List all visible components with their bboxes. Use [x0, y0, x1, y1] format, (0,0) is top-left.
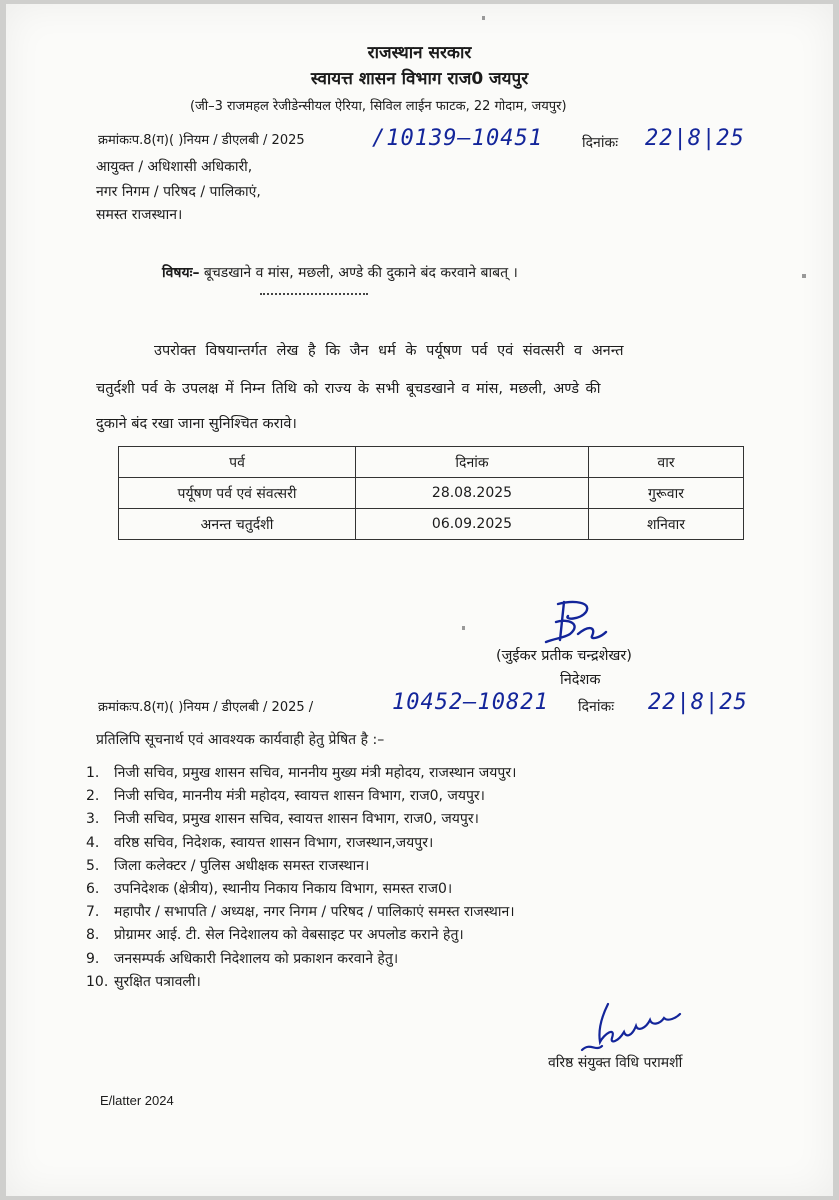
- list-text: निजी सचिव, प्रमुख शासन सचिव, स्वायत्त शासन विभाग, राज0, जयपुर।: [114, 811, 479, 828]
- table-header: पर्व: [119, 447, 356, 478]
- subject-text: बूचडखाने व मांस, मछली, अण्डे की दुकाने बंद करवाने बाबत् ।: [203, 265, 518, 281]
- list-number: 2.: [86, 788, 100, 805]
- list-item: [86, 925, 516, 948]
- table-header: वार: [589, 447, 744, 478]
- handwritten-dispatch-number-2: 10452–10821: [392, 690, 549, 715]
- body-paragraph-line: उपरोक्त विषयान्तर्गत लेख है कि जैन धर्म के पर्यूषण पर्व एवं संवत्सरी व अनन्त: [154, 343, 624, 359]
- list-text: जनसम्पर्क अधिकारी निदेशालय को प्रकाशन करवाने हेतु।: [114, 950, 399, 967]
- table-cell: अनन्त चतुर्दशी: [119, 509, 356, 540]
- list-text: निजी सचिव, माननीय मंत्री महोदय, स्वायत्त शासन विभाग, राज0, जयपुर।: [114, 788, 485, 805]
- table-cell: गुरूवार: [589, 478, 744, 509]
- handwritten-date-2: 22|8|25: [648, 690, 748, 715]
- footer-file-code: E/latter 2024: [100, 1093, 174, 1108]
- list-item: [86, 833, 516, 856]
- subject-divider: [260, 293, 368, 295]
- list-text: वरिष्ठ सचिव, निदेशक, स्वायत्त शासन विभाग, राजस्थान,जयपुर।: [114, 834, 434, 851]
- copy-to-list: [86, 763, 516, 995]
- copy-to-intro: प्रतिलिपि सूचनार्थ एवं आवश्यक कार्यवाही हेतु प्रेषित है :–: [96, 732, 385, 748]
- list-number: 3.: [86, 811, 100, 828]
- list-text: महापौर / सभापति / अध्यक्ष, नगर निगम / परिषद / पालिकाएं समस्त राजस्थान।: [114, 904, 515, 921]
- body-paragraph-line: चतुर्दशी पर्व के उपलक्ष में निम्न तिथि को राज्य के सभी बूचडखाने व मांस, मछली, अण्डे की: [96, 381, 601, 397]
- table-cell: 28.08.2025: [356, 478, 589, 509]
- list-text: निजी सचिव, प्रमुख शासन सचिव, माननीय मुख्य मंत्री महोदय, राजस्थान जयपुर।: [114, 765, 517, 781]
- reference-number-1: क्रमांकःप.8(ग)( )नियम / डीएलबी / 2025: [98, 133, 305, 148]
- legal-advisor-signature: [572, 996, 692, 1058]
- handwritten-date-1: 22|8|25: [645, 126, 745, 151]
- list-number: 5.: [86, 857, 100, 874]
- body-paragraph-line: दुकाने बंद रखा जाना सुनिश्चित करावे।: [96, 416, 297, 432]
- table-row: [119, 478, 744, 509]
- list-number: 6.: [86, 880, 100, 897]
- list-text: सुरक्षित पत्रावली।: [114, 973, 201, 990]
- table-header: दिनांक: [356, 447, 589, 478]
- list-item: [86, 879, 516, 902]
- subject-label: विषयः–: [162, 265, 200, 281]
- list-number: 1.: [86, 765, 100, 781]
- signatory-title: निदेशक: [560, 672, 601, 688]
- department-heading: स्वायत्त शासन विभाग राज0 जयपुर: [310, 69, 529, 89]
- handwritten-dispatch-number-1: /10139–10451: [372, 126, 543, 151]
- list-number: 8.: [86, 927, 100, 944]
- table-cell: 06.09.2025: [356, 509, 589, 540]
- list-item: [86, 763, 516, 786]
- addressee-line: आयुक्त / अधिशासी अधिकारी,: [96, 159, 253, 175]
- list-number: 7.: [86, 904, 100, 921]
- list-item: [86, 856, 516, 879]
- date-label-1: दिनांकः: [582, 135, 619, 151]
- signatory2-title: वरिष्ठ संयुक्त विधि परामर्शी: [548, 1055, 683, 1071]
- table-row: [119, 509, 744, 540]
- table-cell: शनिवार: [589, 509, 744, 540]
- list-item: [86, 809, 516, 832]
- holiday-table: [118, 446, 744, 540]
- list-item: [86, 949, 516, 972]
- government-heading: राजस्थान सरकार: [367, 43, 472, 63]
- list-item: [86, 786, 516, 809]
- reference-number-2: क्रमांकःप.8(ग)( )नियम / डीएलबी / 2025 /: [98, 700, 314, 715]
- list-number: 4.: [86, 834, 100, 851]
- office-address: (जी–3 राजमहल रेजीडेन्सीयल ऐरिया, सिविल लाईन फाटक, 22 गोदाम, जयपुर): [190, 99, 567, 114]
- list-text: जिला कलेक्टर / पुलिस अधीक्षक समस्त राजस्थान।: [114, 857, 370, 874]
- list-number: 10.: [86, 973, 109, 990]
- list-item: [86, 972, 516, 995]
- table-header-row: [119, 447, 744, 478]
- date-label-2: दिनांकः: [578, 699, 615, 715]
- list-item: [86, 902, 516, 925]
- list-number: 9.: [86, 950, 100, 967]
- addressee-line: समस्त राजस्थान।: [96, 207, 183, 223]
- addressee-line: नगर निगम / परिषद / पालिकाएं,: [96, 184, 261, 200]
- signatory-name: (जुईकर प्रतीक चन्द्रशेखर): [496, 648, 632, 664]
- subject-line: [162, 263, 518, 282]
- list-text: प्रोग्रामर आई. टी. सेल निदेशालय को वेबसाइट पर अपलोड कराने हेतु।: [114, 927, 464, 944]
- list-text: उपनिदेशक (क्षेत्रीय), स्थानीय निकाय निकाय विभाग, समस्त राज0।: [114, 880, 453, 897]
- table-cell: पर्यूषण पर्व एवं संवत्सरी: [119, 478, 356, 509]
